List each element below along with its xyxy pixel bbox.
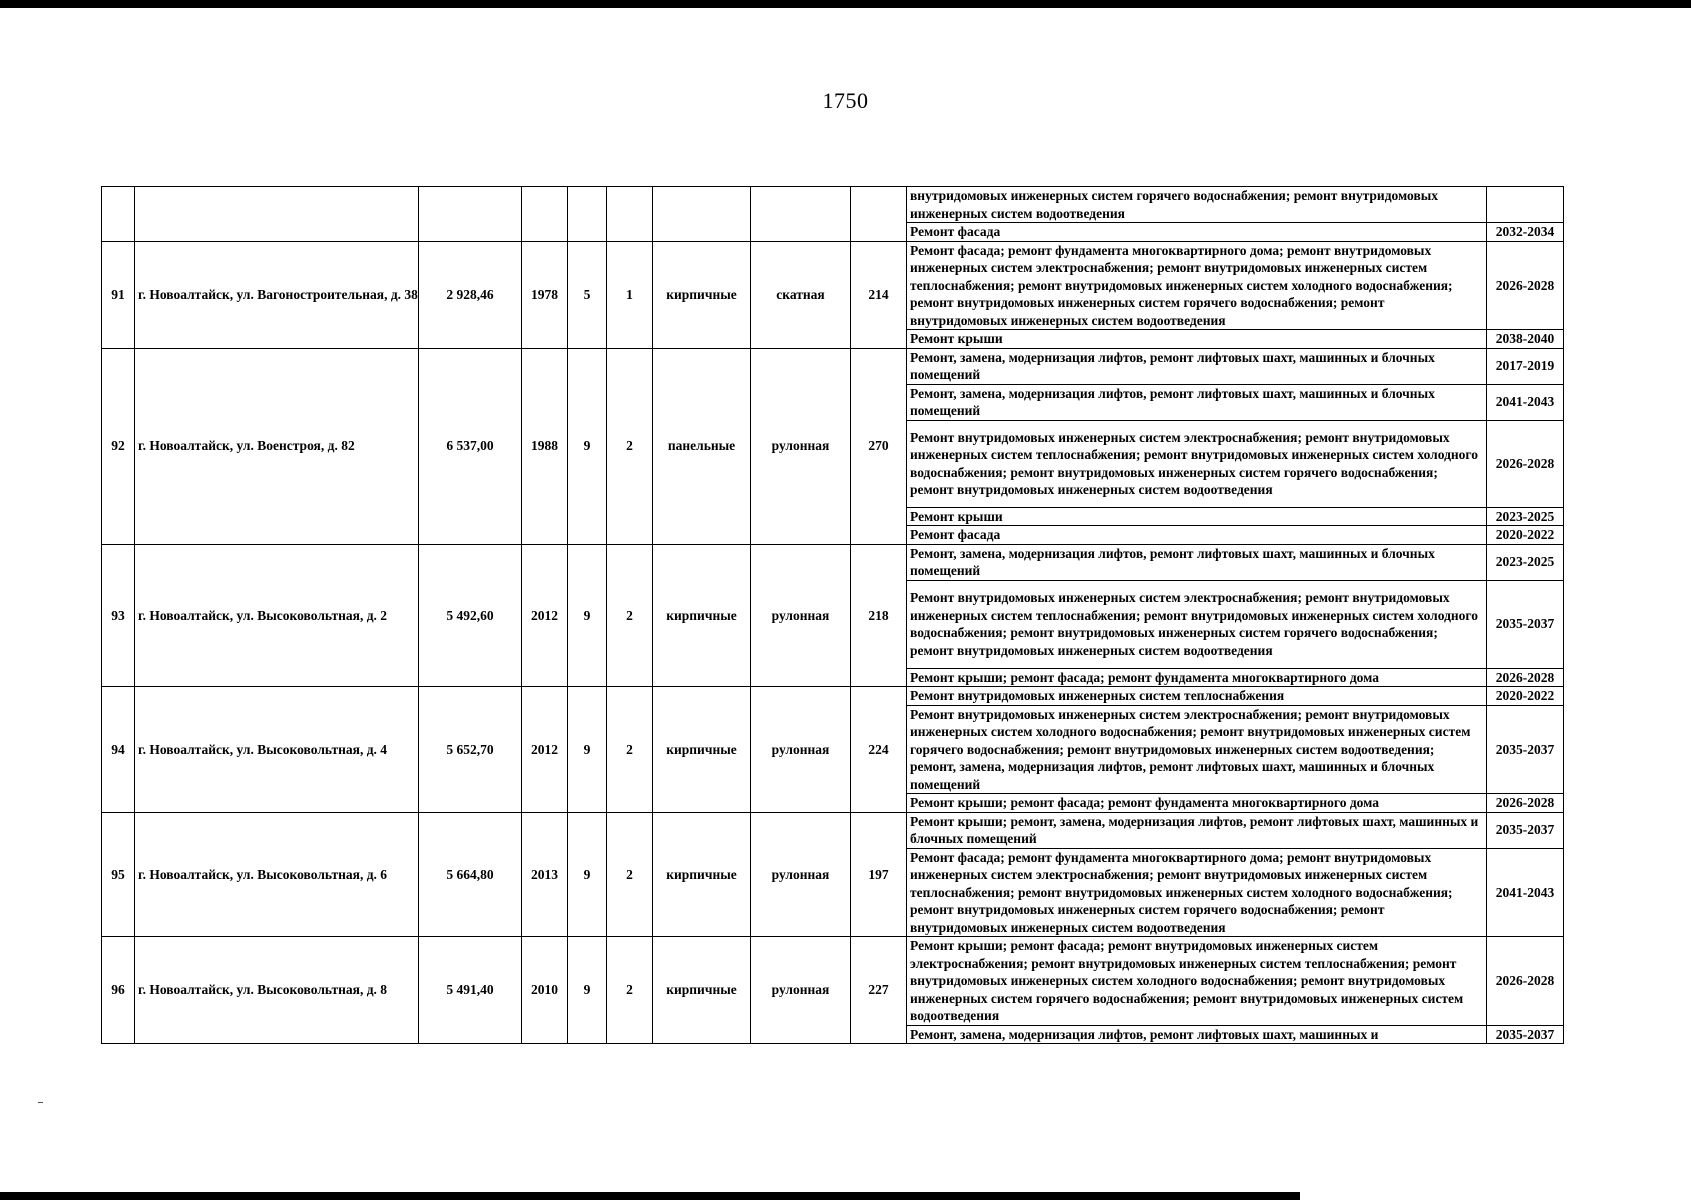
building-area: 2 928,46 (419, 241, 522, 348)
building-address: г. Новоалтайск, ул. Военстроя, д. 82 (135, 348, 419, 544)
construction-year: 1988 (522, 348, 568, 544)
work-period: 2041-2043 (1487, 848, 1564, 937)
table-body (102, 187, 1564, 1044)
row-number: 91 (102, 241, 135, 348)
work-period: 2041-2043 (1487, 384, 1564, 420)
work-description: Ремонт, замена, модернизация лифтов, ремонт лифтовых шахт, машинных и блочных помещений (907, 348, 1487, 384)
flat-count: 227 (851, 937, 907, 1044)
building-area: 6 537,00 (419, 348, 522, 544)
floor-count: 5 (568, 241, 607, 348)
work-description: Ремонт крыши (907, 507, 1487, 526)
construction-year: 2012 (522, 544, 568, 687)
work-description: Ремонт крыши; ремонт фасада; ремонт внутридомовых инженерных систем электроснабжения; ремонт внутридомовых инженерных систем теплоснабжения; ремонт внутридомовых инженерных систем холодного водоснабжения; ремонт внутридомовых инженерных систем горячего водоснабжения; ремонт внутридомовых инженерных систем водоотведения (907, 937, 1487, 1026)
work-description: Ремонт крыши (907, 330, 1487, 349)
work-period: 2035-2037 (1487, 580, 1564, 668)
building-area: 5 664,80 (419, 812, 522, 937)
work-period: 2026-2028 (1487, 937, 1564, 1026)
floor-count: 9 (568, 348, 607, 544)
construction-year: 1978 (522, 241, 568, 348)
entrance-count: 2 (607, 544, 653, 687)
flat-count: 218 (851, 544, 907, 687)
page-number: 1750 (822, 88, 869, 113)
table-row (102, 812, 1564, 848)
table-row (102, 348, 1564, 384)
scan-mark (38, 1102, 43, 1103)
wall-material: кирпичные (653, 544, 751, 687)
wall-material: панельные (653, 348, 751, 544)
work-period: 2035-2037 (1487, 812, 1564, 848)
row-number: 95 (102, 812, 135, 937)
repair-schedule-table (101, 186, 1564, 1044)
work-description: внутридомовых инженерных систем горячего водоснабжения; ремонт внутридомовых инженерных систем водоотведения (907, 187, 1487, 223)
work-description: Ремонт крыши; ремонт, замена, модернизация лифтов, ремонт лифтовых шахт, машинных и блочных помещений (907, 812, 1487, 848)
construction-year: 2010 (522, 937, 568, 1044)
building-address: г. Новоалтайск, ул. Высоковольтная, д. 6 (135, 812, 419, 937)
floor-count: 9 (568, 544, 607, 687)
work-description: Ремонт фасада; ремонт фундамента многоквартирного дома; ремонт внутридомовых инженерных систем электроснабжения; ремонт внутридомовых инженерных систем теплоснабжения; ремонт внутридомовых инженерных систем холодного водоснабжения; ремонт внутридомовых инженерных систем горячего водоснабжения; ремонт внутридомовых инженерных систем водоотведения (907, 241, 1487, 330)
roof-type: рулонная (751, 687, 851, 813)
flat-count: 214 (851, 241, 907, 348)
floor-count: 9 (568, 687, 607, 813)
work-period: 2038-2040 (1487, 330, 1564, 349)
work-description: Ремонт, замена, модернизация лифтов, ремонт лифтовых шахт, машинных и блочных помещений (907, 384, 1487, 420)
flat-count: 270 (851, 348, 907, 544)
entrance-count: 2 (607, 812, 653, 937)
work-period: 2032-2034 (1487, 223, 1564, 242)
work-period: 2026-2028 (1487, 241, 1564, 330)
roof-type: рулонная (751, 544, 851, 687)
entrance-count: 2 (607, 348, 653, 544)
roof-type: рулонная (751, 937, 851, 1044)
building-area: 5 491,40 (419, 937, 522, 1044)
work-period: 2026-2028 (1487, 794, 1564, 813)
empty-cell (102, 187, 135, 242)
table-row (102, 544, 1564, 580)
row-number: 92 (102, 348, 135, 544)
work-description: Ремонт внутридомовых инженерных систем электроснабжения; ремонт внутридомовых инженерных систем холодного водоснабжения; ремонт внутридомовых инженерных систем горячего водоснабжения; ремонт внутридомовых инженерных систем водоотведения; ремонт, замена, модернизация лифтов, ремонт лифтовых шахт, машинных и блочных помещений (907, 705, 1487, 794)
work-period: 2023-2025 (1487, 544, 1564, 580)
scan-border-bottom (0, 1192, 1300, 1200)
building-address: г. Новоалтайск, ул. Высоковольтная, д. 8 (135, 937, 419, 1044)
empty-cell (607, 187, 653, 242)
row-number: 93 (102, 544, 135, 687)
scan-border-top (0, 0, 1691, 8)
table-row (102, 187, 1564, 223)
work-period (1487, 187, 1564, 223)
work-description: Ремонт внутридомовых инженерных систем электроснабжения; ремонт внутридомовых инженерных систем теплоснабжения; ремонт внутридомовых инженерных систем холодного водоснабжения; ремонт внутридомовых инженерных систем горячего водоснабжения; ремонт внутридомовых инженерных систем водоотведения (907, 420, 1487, 507)
empty-cell (568, 187, 607, 242)
work-description: Ремонт внутридомовых инженерных систем теплоснабжения (907, 687, 1487, 706)
roof-type: рулонная (751, 348, 851, 544)
roof-type: скатная (751, 241, 851, 348)
row-number: 94 (102, 687, 135, 813)
empty-cell (522, 187, 568, 242)
work-description: Ремонт внутридомовых инженерных систем электроснабжения; ремонт внутридомовых инженерных систем теплоснабжения; ремонт внутридомовых инженерных систем холодного водоснабжения; ремонт внутридомовых инженерных систем горячего водоснабжения; ремонт внутридомовых инженерных систем водоотведения (907, 580, 1487, 668)
table-row (102, 687, 1564, 706)
wall-material: кирпичные (653, 812, 751, 937)
row-number: 96 (102, 937, 135, 1044)
work-description: Ремонт фасада (907, 223, 1487, 242)
work-period: 2035-2037 (1487, 1025, 1564, 1044)
roof-type: рулонная (751, 812, 851, 937)
building-address: г. Новоалтайск, ул. Высоковольтная, д. 2 (135, 544, 419, 687)
floor-count: 9 (568, 812, 607, 937)
building-address: г. Новоалтайск, ул. Вагоностроительная, д. 38 (135, 241, 419, 348)
work-period: 2020-2022 (1487, 526, 1564, 545)
empty-cell (751, 187, 851, 242)
empty-cell (135, 187, 419, 242)
entrance-count: 1 (607, 241, 653, 348)
wall-material: кирпичные (653, 937, 751, 1044)
wall-material: кирпичные (653, 241, 751, 348)
work-description: Ремонт крыши; ремонт фасада; ремонт фундамента многоквартирного дома (907, 668, 1487, 687)
work-period: 2026-2028 (1487, 420, 1564, 507)
work-description: Ремонт крыши; ремонт фасада; ремонт фундамента многоквартирного дома (907, 794, 1487, 813)
flat-count: 197 (851, 812, 907, 937)
flat-count: 224 (851, 687, 907, 813)
empty-cell (419, 187, 522, 242)
work-description: Ремонт, замена, модернизация лифтов, ремонт лифтовых шахт, машинных и блочных помещений (907, 544, 1487, 580)
work-period: 2020-2022 (1487, 687, 1564, 706)
empty-cell (851, 187, 907, 242)
work-period: 2023-2025 (1487, 507, 1564, 526)
work-period: 2035-2037 (1487, 705, 1564, 794)
work-period: 2026-2028 (1487, 668, 1564, 687)
building-address: г. Новоалтайск, ул. Высоковольтная, д. 4 (135, 687, 419, 813)
empty-cell (653, 187, 751, 242)
entrance-count: 2 (607, 687, 653, 813)
work-description: Ремонт фасада (907, 526, 1487, 545)
construction-year: 2013 (522, 812, 568, 937)
construction-year: 2012 (522, 687, 568, 813)
work-period: 2017-2019 (1487, 348, 1564, 384)
work-description: Ремонт фасада; ремонт фундамента многоквартирного дома; ремонт внутридомовых инженерных систем электроснабжения; ремонт внутридомовых инженерных систем теплоснабжения; ремонт внутридомовых инженерных систем холодного водоснабжения; ремонт внутридомовых инженерных систем горячего водоснабжения; ремонт внутридомовых инженерных систем водоотведения (907, 848, 1487, 937)
table-row (102, 241, 1564, 330)
table-row (102, 937, 1564, 1026)
entrance-count: 2 (607, 937, 653, 1044)
building-area: 5 492,60 (419, 544, 522, 687)
floor-count: 9 (568, 937, 607, 1044)
building-area: 5 652,70 (419, 687, 522, 813)
work-description: Ремонт, замена, модернизация лифтов, ремонт лифтовых шахт, машинных и (907, 1025, 1487, 1044)
wall-material: кирпичные (653, 687, 751, 813)
